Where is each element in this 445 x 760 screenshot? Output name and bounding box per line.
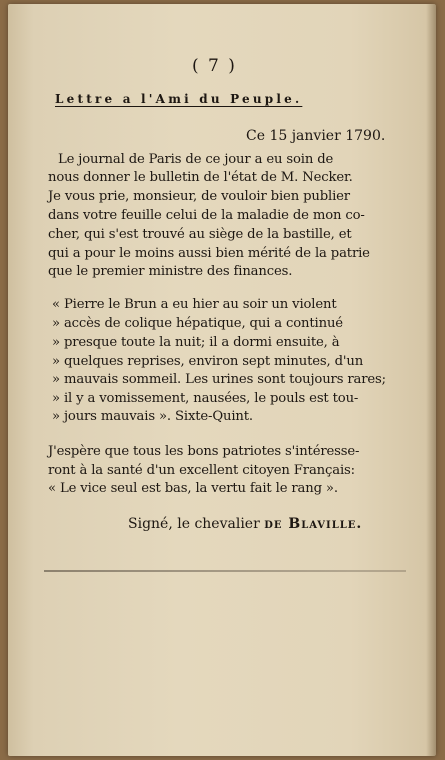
signature-name: de Blaville. (264, 516, 363, 532)
text-line: Je vous prie, monsieur, de vouloir bien publier (48, 189, 350, 204)
dateline: Ce 15 janvier 1790. (246, 128, 386, 144)
text-line: J'espère que tous les bons patriotes s'intéresse- (48, 444, 360, 459)
letter-heading: Lettre a l'Ami du Peuple. (55, 92, 303, 106)
text-line: » jours mauvais ». Sixte-Quint. (52, 409, 253, 424)
text-line: « Pierre le Brun a eu hier au soir un violent (52, 297, 337, 312)
text-line: » quelques reprises, environ sept minutes, d'un (52, 354, 364, 369)
book-page (8, 4, 436, 756)
text-line: que le premier ministre des finances. (48, 264, 293, 279)
signature-prefix: Signé, le chevalier (128, 516, 260, 532)
footer-rule (44, 570, 406, 572)
text-line: » il y a vomissement, nausées, le pouls est tou- (52, 391, 359, 406)
text-line: » presque toute la nuit; il a dormi ensuite, à (52, 335, 340, 350)
page-spine-shadow (426, 4, 436, 756)
text-line: cher, qui s'est trouvé au siège de la bastille, et (48, 227, 352, 242)
page-number: ( 7 ) (192, 56, 237, 76)
text-line: » mauvais sommeil. Les urines sont toujours rares; (52, 372, 386, 387)
text-line: » accès de colique hépatique, qui a continué (52, 316, 343, 331)
text-line: ront à la santé d'un excellent citoyen Français: (48, 463, 355, 478)
signature (128, 516, 362, 532)
text-line: nous donner le bulletin de l'état de M. Necker. (48, 170, 353, 185)
text-line: qui a pour le moins aussi bien mérité de la patrie (48, 246, 370, 261)
text-line: Le journal de Paris de ce jour a eu soin de (58, 152, 334, 167)
text-line: « Le vice seul est bas, la vertu fait le rang ». (48, 481, 338, 496)
text-line: dans votre feuille celui de la maladie de mon co- (48, 208, 365, 223)
